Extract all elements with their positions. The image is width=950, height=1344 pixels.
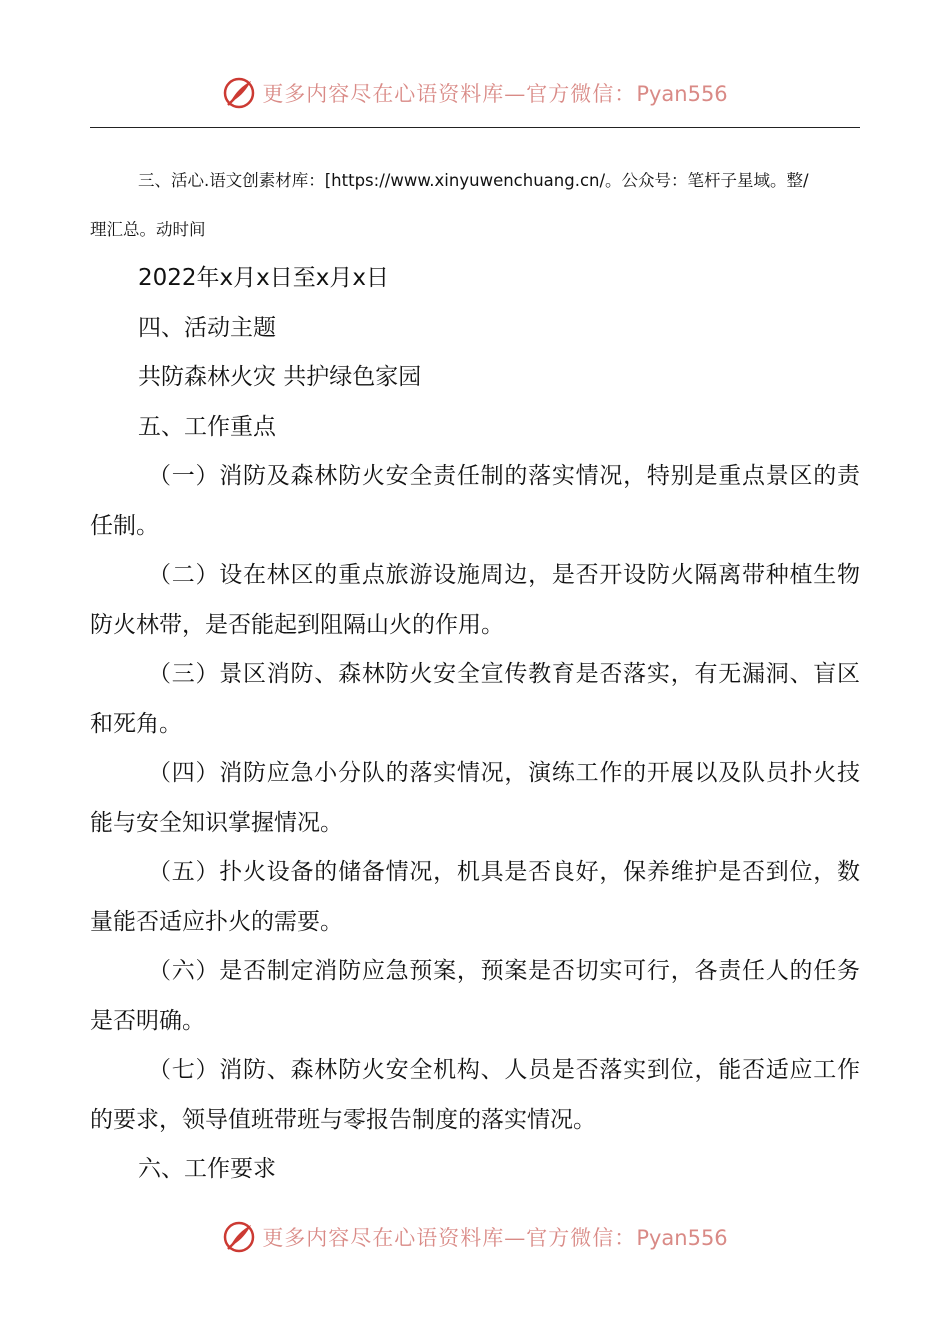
section-heading-6: 六、工作要求 [138,1156,276,1182]
activity-date: 2022年x月x日至x月x日 [138,265,389,291]
wechat-id: Pyan556 [636,1226,728,1250]
quill-logo-icon [222,76,256,110]
section-heading-5: 五、工作重点 [138,413,276,440]
banner-text: 更多内容尽在心语资料库—官方微信： [262,1226,637,1250]
source-note-line-2: 理汇总。动时间 [90,220,206,239]
header-banner [0,71,950,115]
section-heading-4: 四、活动主题 [138,314,276,341]
work-item-4: （四）消防应急小分队的落实情况，演练工作的开展以及队员扑火技能与安全知识掌握情况。 [90,760,860,836]
wechat-id: Pyan556 [636,82,728,106]
footer-banner [0,1215,950,1259]
quill-logo-icon [222,1220,256,1254]
source-note [90,156,860,254]
work-item-3: （三）景区消防、森林防火安全宣传教育是否落实，有无漏洞、盲区和死角。 [90,661,860,737]
banner-text: 更多内容尽在心语资料库—官方微信： [262,82,637,106]
work-item-2: （二）设在林区的重点旅游设施周边，是否开设防火隔离带种植生物防火林带，是否能起到阻隔山火的作用。 [90,562,860,638]
source-note-line-1: 三、活心.语文创素材库：[https://www.xinyuwenchuang.cn/。公众号：笔杆子星域。整/ [138,171,809,190]
work-item-1: （一）消防及森林防火安全责任制的落实情况，特别是重点景区的责任制。 [90,463,860,539]
work-item-7: （七）消防、森林防火安全机构、人员是否落实到位，能否适应工作的要求，领导值班带班与零报告制度的落实情况。 [90,1057,860,1133]
work-item-5: （五）扑火设备的储备情况，机具是否良好，保养维护是否到位，数量能否适应扑火的需要。 [90,859,860,935]
document-body [90,156,860,1195]
header-divider [90,127,860,128]
work-item-6: （六）是否制定消防应急预案，预案是否切实可行，各责任人的任务是否明确。 [90,958,860,1034]
activity-theme: 共防森林火灾 共护绿色家园 [138,364,422,390]
